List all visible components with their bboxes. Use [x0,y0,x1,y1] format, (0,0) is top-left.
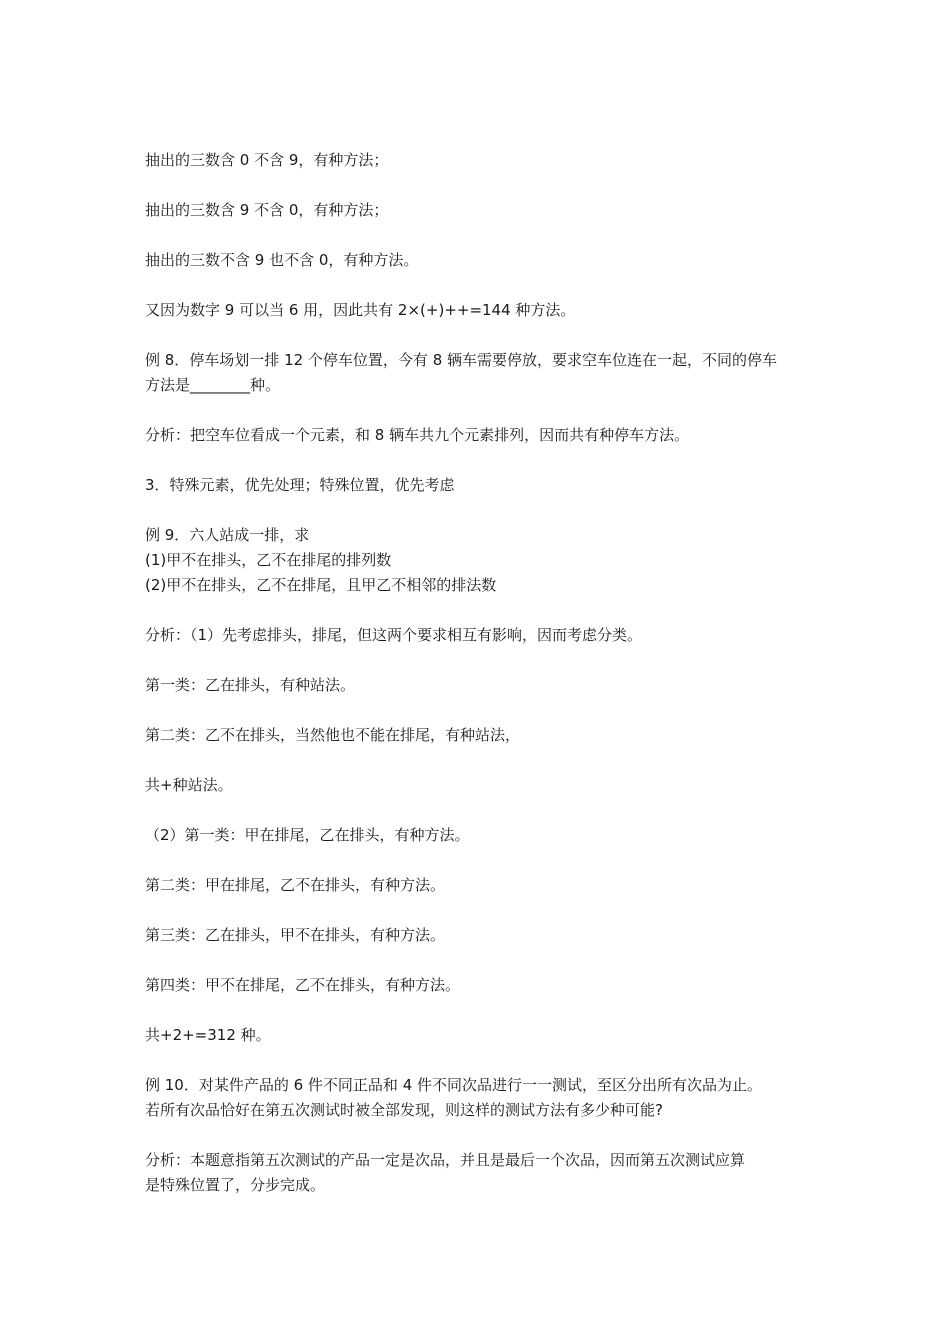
text-line: 分析：把空车位看成一个元素，和 8 辆车共九个元素排列，因而共有种停车方法。 [145,426,690,444]
text-line: 第三类：乙在排头，甲不在排头，有种方法。 [145,926,446,944]
paragraph [145,248,815,273]
text-line: 抽出的三数含 0 不含 9，有种方法； [145,151,389,169]
text-line: 方法是________种。 [145,376,281,394]
paragraph [145,723,815,748]
example-10-paragraph [145,1073,815,1123]
paragraph [145,873,815,898]
text-line: 第四类：甲不在排尾，乙不在排头，有种方法。 [145,976,461,994]
document-body [145,148,815,1223]
text-line: 又因为数字 9 可以当 6 用，因此共有 2×(+)++=144 种方法。 [145,301,576,319]
text-line: 例 10．对某件产品的 6 件不同正品和 4 件不同次品进行一一测试，至区分出所有次品为止。 [145,1076,763,1094]
example-8-paragraph [145,348,815,398]
text-line: 共+2+=312 种。 [145,1026,271,1044]
text-line: 例 8．停车场划一排 12 个停车位置，今有 8 辆车需要停放，要求空车位连在一起，不同的停车 [145,351,778,369]
paragraph [145,923,815,948]
text-line: 第二类：乙不在排头，当然他也不能在排尾，有种站法， [145,726,521,744]
text-line: 若所有次品恰好在第五次测试时被全部发现，则这样的测试方法有多少种可能? [145,1101,663,1119]
text-line: 第一类：乙在排头，有种站法。 [145,676,356,694]
analysis-paragraph [145,423,815,448]
text-line: 第二类：甲在排尾，乙不在排头，有种方法。 [145,876,446,894]
text-line: 3．特殊元素，优先处理；特殊位置，优先考虑 [145,476,455,494]
text-line: （2）第一类：甲在排尾，乙在排头，有种方法。 [145,826,470,844]
text-line: 分析：本题意指第五次测试的产品一定是次品，并且是最后一个次品，因而第五次测试应算 [145,1151,746,1169]
paragraph [145,823,815,848]
paragraph [145,298,815,323]
text-line: (2)甲不在排头，乙不在排尾，且甲乙不相邻的排法数 [145,576,497,594]
text-line: 分析：（1）先考虑排头，排尾，但这两个要求相互有影响，因而考虑分类。 [145,626,643,644]
paragraph [145,1023,815,1048]
paragraph [145,148,815,173]
example-9-paragraph [145,523,815,598]
paragraph [145,773,815,798]
section-heading [145,473,815,498]
text-line: 是特殊位置了，分步完成。 [145,1176,326,1194]
text-line: 抽出的三数含 9 不含 0，有种方法； [145,201,389,219]
text-line: 抽出的三数不含 9 也不含 0，有种方法。 [145,251,419,269]
analysis-paragraph [145,623,815,648]
analysis-paragraph [145,1148,815,1198]
text-line: 共+种站法。 [145,776,233,794]
text-line: (1)甲不在排头，乙不在排尾的排列数 [145,551,392,569]
paragraph [145,973,815,998]
paragraph [145,673,815,698]
text-line: 例 9．六人站成一排，求 [145,526,310,544]
paragraph [145,198,815,223]
